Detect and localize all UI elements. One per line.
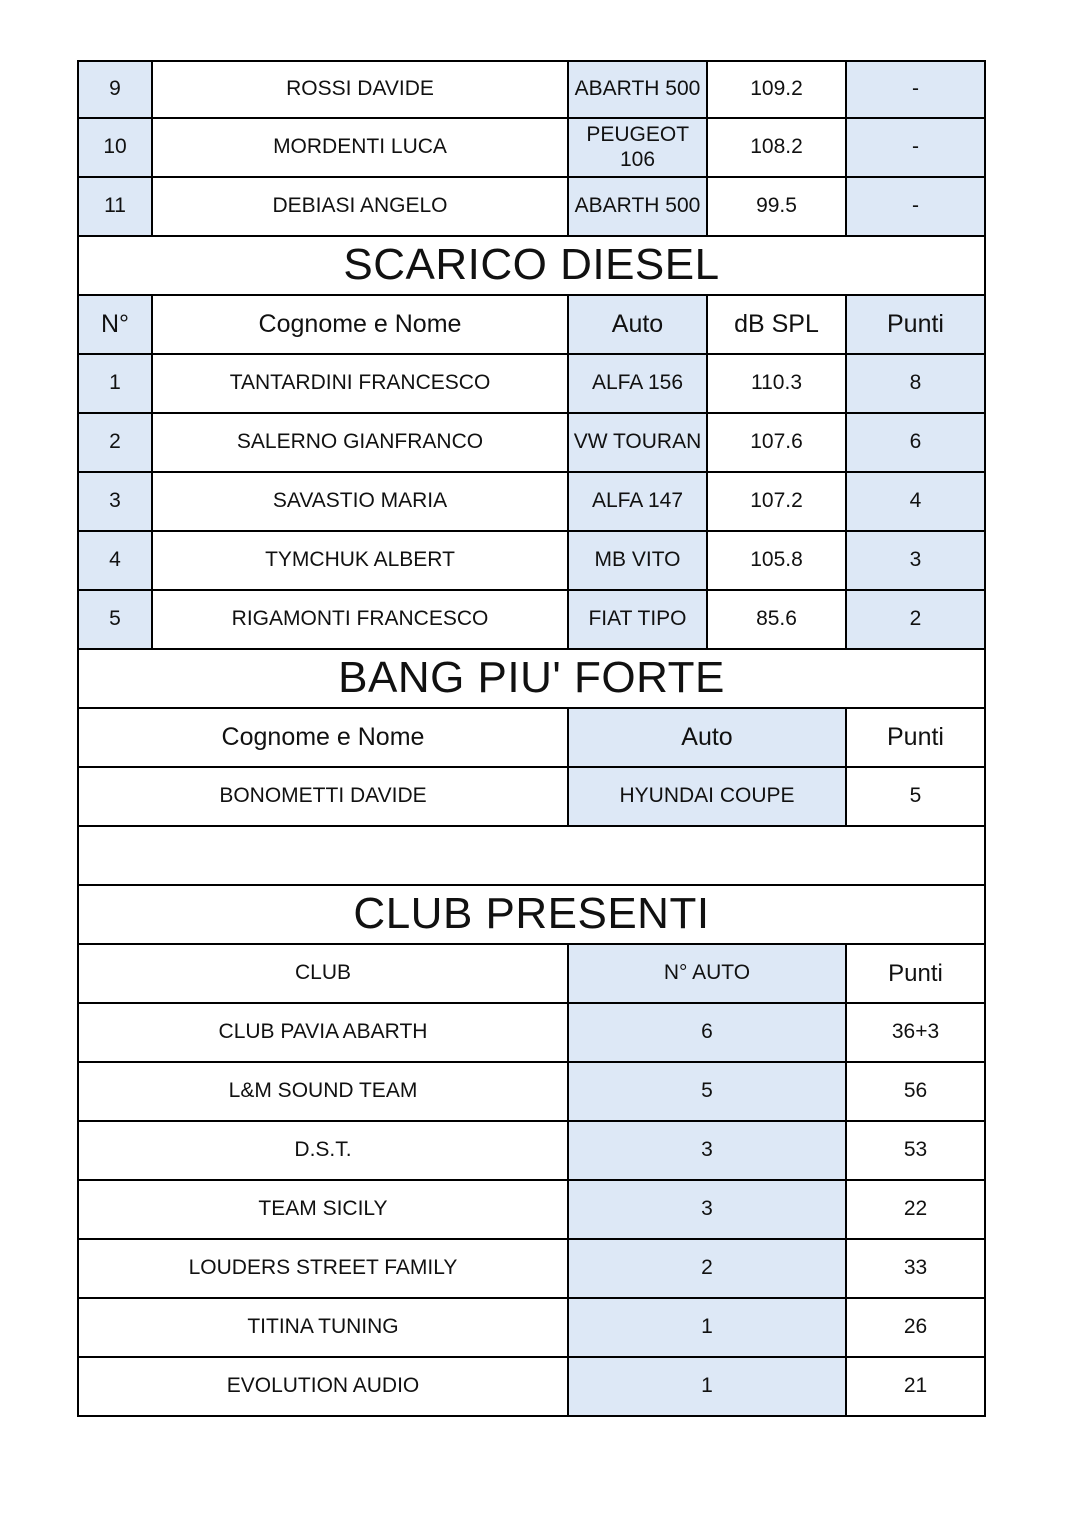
- table-row: [77, 591, 986, 650]
- name-cell: RIGAMONTI FRANCESCO: [153, 591, 569, 650]
- db-cell: 85.6: [708, 591, 847, 650]
- db-cell: 107.2: [708, 473, 847, 532]
- club-cell: TITINA TUNING: [77, 1299, 569, 1358]
- auto-cell: ABARTH 500: [569, 60, 708, 119]
- section-title: BANG PIU' FORTE: [77, 650, 986, 709]
- points-cell: 21: [847, 1358, 986, 1417]
- position-cell: 1: [77, 355, 153, 414]
- header-position: N°: [77, 296, 153, 355]
- name-cell: SALERNO GIANFRANCO: [153, 414, 569, 473]
- name-cell: TYMCHUK ALBERT: [153, 532, 569, 591]
- points-cell: 22: [847, 1181, 986, 1240]
- header-auto: Auto: [569, 296, 708, 355]
- table-row: [77, 1122, 986, 1181]
- points-cell: 56: [847, 1063, 986, 1122]
- table-row: [77, 60, 986, 119]
- auto-cell: HYUNDAI COUPE: [569, 768, 847, 827]
- club-cell: CLUB PAVIA ABARTH: [77, 1004, 569, 1063]
- table-row: [77, 1063, 986, 1122]
- auto-count-cell: 2: [569, 1240, 847, 1299]
- auto-cell: FIAT TIPO: [569, 591, 708, 650]
- db-cell: 99.5: [708, 178, 847, 237]
- auto-cell: PEUGEOT 106: [569, 119, 708, 178]
- points-cell: 3: [847, 532, 986, 591]
- position-cell: 10: [77, 119, 153, 178]
- spacer-row: [77, 827, 986, 886]
- position-cell: 2: [77, 414, 153, 473]
- club-cell: TEAM SICILY: [77, 1181, 569, 1240]
- table-header-row: [77, 945, 986, 1004]
- points-cell: -: [847, 178, 986, 237]
- auto-cell: ALFA 147: [569, 473, 708, 532]
- table-header-row: [77, 709, 986, 768]
- db-cell: 107.6: [708, 414, 847, 473]
- auto-count-cell: 6: [569, 1004, 847, 1063]
- position-cell: 11: [77, 178, 153, 237]
- table-row: [77, 178, 986, 237]
- header-name: Cognome e Nome: [153, 296, 569, 355]
- db-cell: 105.8: [708, 532, 847, 591]
- table-row: [77, 1004, 986, 1063]
- results-sheet: [77, 60, 986, 1417]
- points-cell: 26: [847, 1299, 986, 1358]
- position-cell: 5: [77, 591, 153, 650]
- name-cell: ROSSI DAVIDE: [153, 60, 569, 119]
- section-title-row: [77, 237, 986, 296]
- position-cell: 9: [77, 60, 153, 119]
- auto-cell: ALFA 156: [569, 355, 708, 414]
- position-cell: 3: [77, 473, 153, 532]
- name-cell: MORDENTI LUCA: [153, 119, 569, 178]
- table-row: [77, 532, 986, 591]
- section-title-row: [77, 650, 986, 709]
- db-cell: 109.2: [708, 60, 847, 119]
- points-cell: 53: [847, 1122, 986, 1181]
- auto-cell: VW TOURAN: [569, 414, 708, 473]
- section-title: CLUB PRESENTI: [77, 886, 986, 945]
- section-title-row: [77, 886, 986, 945]
- club-cell: LOUDERS STREET FAMILY: [77, 1240, 569, 1299]
- empty-cell: [77, 827, 986, 886]
- points-cell: 6: [847, 414, 986, 473]
- table-row: [77, 1181, 986, 1240]
- name-cell: SAVASTIO MARIA: [153, 473, 569, 532]
- club-cell: L&M SOUND TEAM: [77, 1063, 569, 1122]
- name-cell: TANTARDINI FRANCESCO: [153, 355, 569, 414]
- header-auto-count: N° AUTO: [569, 945, 847, 1004]
- db-cell: 110.3: [708, 355, 847, 414]
- points-cell: 4: [847, 473, 986, 532]
- points-cell: 5: [847, 768, 986, 827]
- points-cell: 33: [847, 1240, 986, 1299]
- header-club: CLUB: [77, 945, 569, 1004]
- auto-cell: MB VITO: [569, 532, 708, 591]
- points-cell: -: [847, 119, 986, 178]
- auto-count-cell: 1: [569, 1299, 847, 1358]
- club-cell: D.S.T.: [77, 1122, 569, 1181]
- table-row: [77, 119, 986, 178]
- table-row: [77, 1299, 986, 1358]
- club-cell: EVOLUTION AUDIO: [77, 1358, 569, 1417]
- table-row: [77, 1358, 986, 1417]
- points-cell: 2: [847, 591, 986, 650]
- name-cell: BONOMETTI DAVIDE: [77, 768, 569, 827]
- header-points: Punti: [847, 945, 986, 1004]
- name-cell: DEBIASI ANGELO: [153, 178, 569, 237]
- table-row: [77, 414, 986, 473]
- auto-count-cell: 5: [569, 1063, 847, 1122]
- header-db: dB SPL: [708, 296, 847, 355]
- auto-count-cell: 3: [569, 1122, 847, 1181]
- points-cell: 36+3: [847, 1004, 986, 1063]
- table-row: [77, 355, 986, 414]
- table-header-row: [77, 296, 986, 355]
- position-cell: 4: [77, 532, 153, 591]
- header-name: Cognome e Nome: [77, 709, 569, 768]
- auto-cell: ABARTH 500: [569, 178, 708, 237]
- auto-count-cell: 3: [569, 1181, 847, 1240]
- table-row: [77, 768, 986, 827]
- header-points: Punti: [847, 709, 986, 768]
- table-row: [77, 1240, 986, 1299]
- points-cell: 8: [847, 355, 986, 414]
- header-auto: Auto: [569, 709, 847, 768]
- table-row: [77, 473, 986, 532]
- points-cell: -: [847, 60, 986, 119]
- header-points: Punti: [847, 296, 986, 355]
- section-title: SCARICO DIESEL: [77, 237, 986, 296]
- db-cell: 108.2: [708, 119, 847, 178]
- auto-count-cell: 1: [569, 1358, 847, 1417]
